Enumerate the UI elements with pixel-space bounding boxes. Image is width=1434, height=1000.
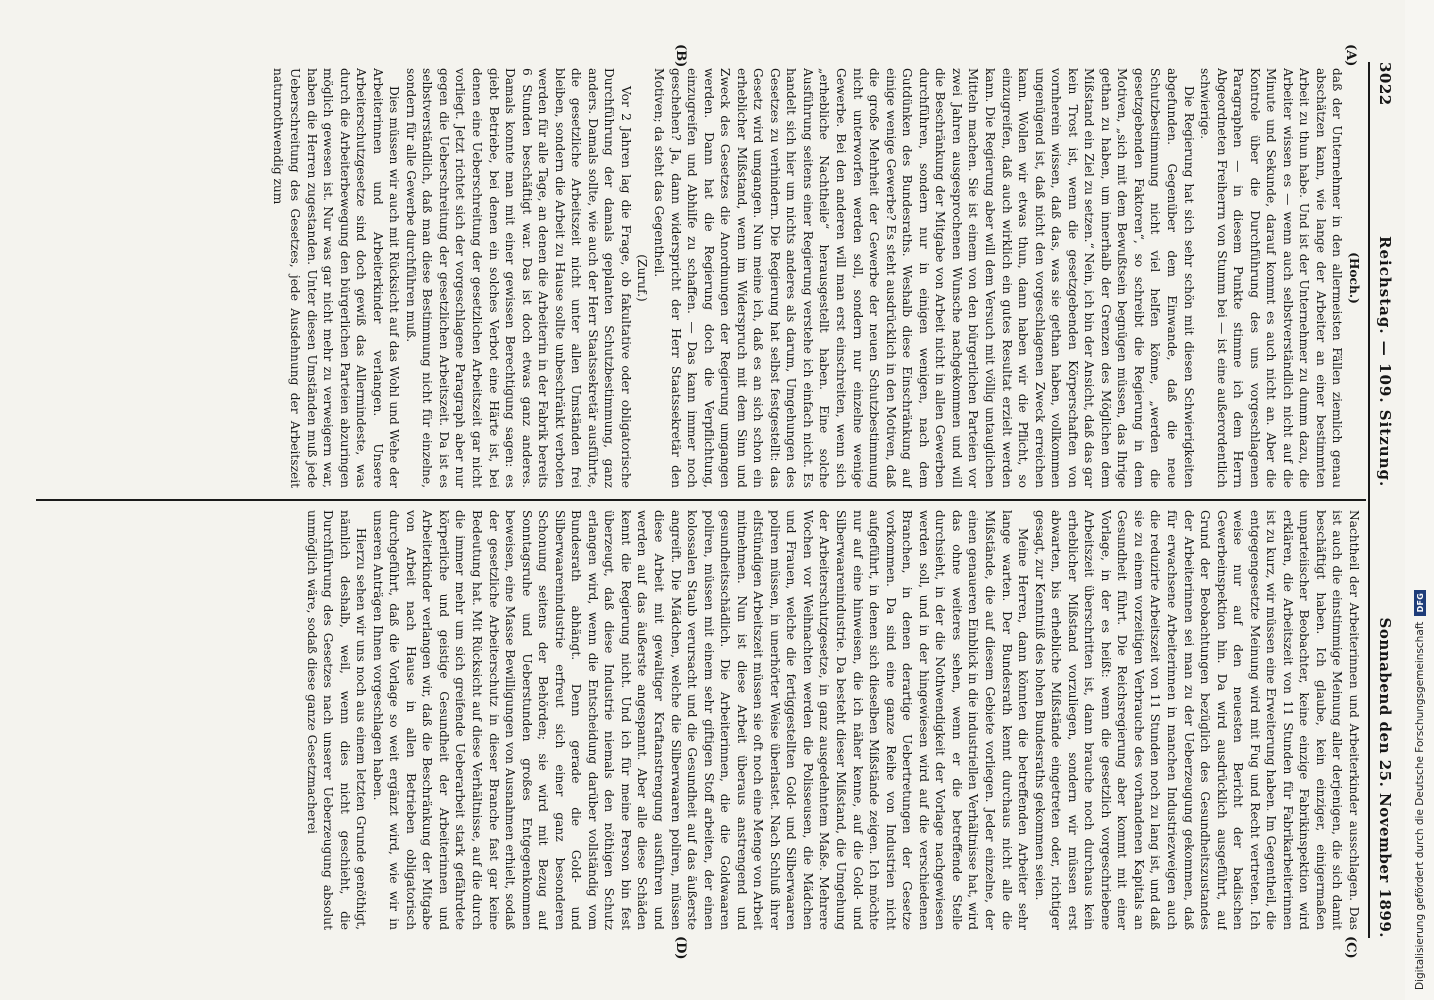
left-paragraph-3: Vor 2 Jahren lag die Frage, ob fakultative oder obligatorische Durchführung der damals geplanten Schutzbestimmung, ganz anders. Damals sollte, wie auch der Herr Staatssekretär ausführte, die gesetzliche Arbeitszeit nicht unter allen Umständen frei bleiben, sondern die Arbeit zu Hause sollte unbeschränkt verboten werden für alle Tage, an denen die Arbeiterin in der Fabrik bereits 6 Stunden beschäftigt war. Das ist doch etwas ganz anderes. Damals konnte man mit einer gewissen Berechtigung sagen: es giebt Betriebe, bei denen ein solches Verbot eine Härte ist, bei denen eine Ueberschreitung der gesetzlichen Arbeitszeit gar nicht vorliegt. Jetzt richtet sich der vorgeschlagene Paragraph aber nur gegen die Ueberschreitung der gesetzlichen Arbeitszeit. Da ist es selbstverständlich, daß man diese Bestimmung nicht für einzelne, sondern für alle Gewerbe durchführen muß. <box>403 68 633 488</box>
session-date: Sonnabend den 25. November 1899. <box>1376 617 1394 938</box>
right-column <box>22 510 1362 930</box>
session-title: Reichstag. — 109. Sitzung. <box>1376 236 1394 488</box>
margin-marker-a: (A) <box>1343 44 1358 67</box>
speaker-name: (Hoch.) <box>1347 252 1361 304</box>
header-rule <box>1368 62 1370 938</box>
page-header <box>1374 62 1396 938</box>
left-paragraph-2: Die Regierung hat sich sehr schön mit diesen Schwierigkeiten abgefunden. Gegenüber dem Einwande, daß die neue Schutzbestimmung nicht viel helfen könne, „werden die gesetzgebenden Faktoren“, so schreibt die Regierung in dem Motiven, „sich mit dem Bewußtsein begnügen müssen, das Ihrige gethan zu haben, um innerhalb der Grenzen des Möglichen dem Mißstand ein Ziel zu setzen.“ Nein, ich bin der Ansicht, daß das gar kein Trost ist, wenn die gesetzgebenden Körperschaften von vornherein wissen, daß das, was sie gethan haben, vollkommen ungenügend ist, daß nicht den vorgeschlagenen Zweck erreichen kann. Wollen wir etwas thun, dann haben wir die Pflicht, so einzugreifen, daß auch wirklich ein gutes Resultat erzielt werden kann. Die Regierung aber will dem Versuch mit völlig untauglichen Mitteln machen. Sie ist einem von den bürgerlichen Parteien vor zwei Jahren ausgesprochenen Wunsche nachgekommen und will die Beschränkung der Mitgabe von Arbeit nicht in allen Gewerben durchführen, sondern nur in einigen wenigen, nach dem Gutdünken des Bundesraths. Weshalb diese Einschränkung auf einige wenige Gewerbe? Es steht ausdrücklich in den Motiven, daß die große Mehrheit der Gewerbe der neuen Schutzbestimmung nicht unterworfen werden soll, sondern nur einzelne wenige Gewerbe. Bei den anderen will man erst einschreiten, wenn sich „erhebliche Nachtheile“ herausgestellt haben. Eine solche Ausführung seitens einer Regierung verstehe ich einfach nicht. Es handelt sich hier um nichts anderes als darum, Umgehungen des Gesetzes zu verhindern. Die Regierung hat selbst festgestellt: das Gesetz wird umgangen. Nun meine ich, daß es an sich schon ein erheblicher Mißstand, wenn im Widerspruch mit dem Sinn und Zweck des Gesetzes die Anordnungen der Regierung umgangen werden. Dann hat die Regierung doch die Verpflichtung, einzugreifen und Abhilfe zu schaffen. — Das kann immer noch geschehen? Ja, dann widerspricht der Herr Staatssekretär den Motiven; da steht das Gegentheil. <box>652 68 1196 488</box>
right-paragraph-2: Meine Herren, dann könnten die betreffenden Arbeiter sehr lange warten. Der Bundesrath kennt durchaus nicht alle die Mißstände, die auf diesem Gebiete vorliegen. Jeder einzelne, der einen genaueren Einblick in die industriellen Verhältnisse hat, wird das ohne weiteres sehen, wenn er die betreffende Stelle durchsieht, in der die Nothwendigkeit der Vorlage nachgewiesen werden soll, und in der hingewiesen wird auf die verschiedenen Branchen, in denen derartige Uebertretungen der Gesetze vorkommen. Da sind eine ganze Reihe von Industrien nicht aufgeführt, in denen sich dieselben Mißstände zeigen. Ich möchte nur auf eine hinweisen, die ich näher kenne, auf die Gold- und Silberwaarenindustrie. Da besteht dieser Mißstand, die Umgehung der Arbeiterschutzgesetze, in ganz ausgedehntem Maße. Mehrere Wochen vor Weihnachten werden die Polisseusen, die Mädchen und Frauen, welche die fertiggestellten Gold- und Silberwaaren poliren müssen, in unerhörter Weise überlastet. Nach Schluß ihrer elfstündigen Arbeitszeit müssen sie oft noch eine Menge von Arbeit mitnehmen. Nun ist diese Arbeit überaus anstrengend und gesundheitsschädlich. Die Arbeiterinnen, die die Goldwaaren poliren, müssen mit einem sehr giftigen Stoff arbeiten, der einen kolossalen Staub verursacht und die Gesundheit auf das äußerste angreift. Die Mädchen, welche die Silberwaaren poliren, müssen diese Arbeit mit gewaltiger Kraftanstrengung ausführen und werden auf das äußerste angespannt. Aber alle diese Schäden kennt die Regierung nicht. Und ich für meine Person bin fest überzeugt, daß diese Industrie niemals den nöthigen Schutz erlangen wird, wenn die Entscheidung darüber vollständig vom Bundesrath abhängt. Denn gerade die Gold- und Silberwaarenindustrie erfreut sich einer ganz besonderen Schonung seitens der Behörden; sie wird mit Bezug auf Sonntagsruhe und Ueberstunden großes Entgegenkommen beweisen, eine Masse Bewilligungen von Ausnahmen erhielt, sodaß der gesetzliche Arbeiterschutz in dieser Branche fast gar keine Bedeutung hat. Mit Rücksicht auf diese Verhältnisse, auf die durch die immer mehr um sich greifende Ueberarbeit stark gefährdete körperliche und geistige Gesundheit der Arbeiterinnen und Arbeiterkinder verlangen wir, daß die Beschränkung der Mitgabe von Arbeit nach Hause in allen Betrieben obligatorisch durchgeführt, daß die Vorlage so weit ergänzt wird, wie wir in unseren Anträgen Ihnen vorgeschlagen haben. <box>370 510 1031 930</box>
interjection: (Zuruf.) <box>635 254 650 302</box>
margin-marker-b: (B) <box>673 44 688 68</box>
page-number: 3022 <box>1376 62 1394 106</box>
credit-line <box>1413 50 1427 990</box>
credit-strip <box>1405 0 1434 1000</box>
credit-text: Digitalisierung gefördert durch die Deutsche Forschungsgemeinschaft <box>1414 621 1426 990</box>
margin-marker-c: (C) <box>1343 936 1358 959</box>
margin-marker-d: (D) <box>673 936 688 960</box>
column-divider <box>36 499 1366 501</box>
left-paragraph-4: Dies müssen wir auch mit Rücksicht auf das Wohl und Wehe der Arbeiterinnen und Arbeiterkinder verlangen. Unsere Arbeiterschutzgesetze sind doch gewiß das Allermindeste, was durch die Arbeiterbewegung den bürgerlichen Parteien abzuringen möglich gewesen ist. Nur was gar nicht mehr zu verweigern war, haben die Herren zugestanden. Unter diesen Umständen muß jede Ueberschreitung des Gesetzes, jede Ausdehnung der Arbeitszeit naturnothwendig zum <box>271 68 402 488</box>
left-paragraph-1: daß der Unternehmer in den allermeisten Fällen ziemlich genau abschätzen kann, wie lange der Arbeiter an einer bestimmten Arbeit zu thun habe. Und ist der Unternehmer zu dumm dazu, die Arbeiter wissen es — wenn auch selbstverständlich nicht auf die Minute und Sekunde, darauf kommt es auch nicht an. Aber die Kontrole über die Durchführung des uns vorgeschlagenen Paragraphen — in diesem Punkte stimme ich dem Herrn Abgeordneten Freiherrn von Stumm bei — ist eine außerordentlich schwierige. <box>1198 68 1345 488</box>
dfg-logo: DFG <box>1414 590 1426 616</box>
right-paragraph-1: Nachtheil der Arbeiterinnen und Arbeiterkinder ausschlagen. Das ist auch die einstimmige Meinung aller derjenigen, die sich damit beschäftigt haben. Ich glaube, kein einziger, einigermaßen unparteiischer Beobachter, keine einzige Fabrikinspektion wird erklären, die Arbeitszeit von 11 Stunden für Fabrikarbeiterinnen ist zu kurz, wir müssen eine Erweiterung haben. Im Gegentheil, die entgegengesetzte Meinung wird mit Fug und Recht vertreten. Ich weise nur auf den neuesten Bericht der badischen Gewerbeinspektion hin. Da wird ausdrücklich ausgeführt, auf Grund der Beobachtungen bezüglich des Gesundheitszustandes der Arbeiterinnen sei man zu der Ueberzeugung gekommen, daß für erwachsene Arbeiterinnen in manchen Industriezweigen auch die reduzirte Arbeitszeit von 11 Stunden noch zu lang ist, und daß sie zu einem vorzeitigen Verbrauche des vorhandenen Kapitals an Gesundheit führt. Die Reichsregierung aber kommt mit einer Vorlage, in der es heißt: wenn die gesetzlich vorgeschriebene Arbeitszeit überschritten ist, dann brauche noch durchaus kein erheblicher Mißstand vorzuliegen, sondern wir müssen erst abwarten, bis erhebliche Mißstände eingetreten oder, richtiger gesagt, zur Kenntniß des hohen Bundesraths gekommen seien. <box>1032 510 1361 930</box>
right-paragraph-3: Hierzu sehen wir uns noch aus einem letzten Grunde genöthigt, nämlich deshalb, weil, wenn dies nicht geschieht, die Durchführung des Gesetzes nach unserer Ueberzeugung absolut unmöglich wäre, sodaß diese ganze Gesetzmacherei <box>304 510 369 930</box>
left-column <box>22 68 1362 488</box>
